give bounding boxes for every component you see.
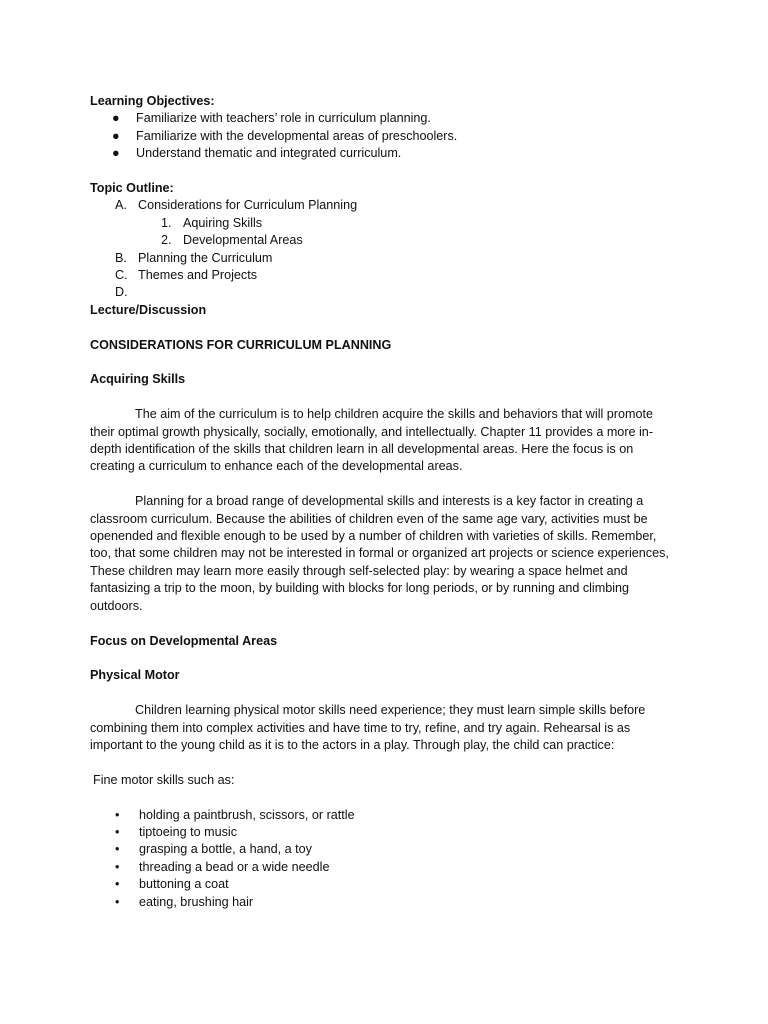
list-item: • buttoning a coat xyxy=(90,876,680,893)
fine-motor-intro: Fine motor skills such as: xyxy=(93,772,235,787)
outline-item: A. Considerations for Curriculum Planning xyxy=(115,198,358,213)
list-item: • tiptoeing to music xyxy=(90,824,680,841)
paragraph: Planning for a broad range of developmental skills and interests is a key factor in creating a classroom curriculum. Because the abilities of children even of the same age vary, activities must be openended and flexible enough to be used by a number of children with varieties of skills. Remember, too, that some children may not be interested in formal or organized art projects or science experiences, These children may learn more easily through self-selected play: by wearing a space helmet and fantasizing a trip to the moon, by building with blocks for long periods, or by running and climbing outdoors. xyxy=(90,494,669,613)
bullet-icon: ● xyxy=(112,128,120,143)
bullet-icon: • xyxy=(115,824,120,839)
bullet-icon: • xyxy=(115,877,120,892)
list-item: ● Understand thematic and integrated curriculum. xyxy=(90,145,680,162)
list-item: • threading a bead or a wide needle xyxy=(90,859,680,876)
bullet-icon: • xyxy=(115,807,120,822)
outline-subitem: 1. Aquiring Skills xyxy=(161,215,263,230)
bullet-icon: • xyxy=(115,894,120,909)
outline-item: B. Planning the Curriculum xyxy=(115,250,273,265)
document-content xyxy=(90,93,680,911)
outline-subitem: 2. Developmental Areas xyxy=(161,233,303,248)
bullet-icon: ● xyxy=(112,146,120,161)
list-item: • eating, brushing hair xyxy=(90,894,680,911)
focus-heading: Focus on Developmental Areas xyxy=(90,633,278,648)
acquiring-skills-heading: Acquiring Skills xyxy=(90,372,186,387)
bullet-icon: • xyxy=(115,842,120,857)
paragraph: Children learning physical motor skills need experience; they must learn simple skills before combining them into complex activities and have time to try, refine, and try again. Rehearsal is as important to the young child as it is to the actors in a play. Through play, the child can practice: xyxy=(90,703,646,752)
lecture-heading: Lecture/Discussion xyxy=(90,302,207,317)
section-heading: CONSIDERATIONS FOR CURRICULUM PLANNING xyxy=(90,337,392,352)
bullet-icon: ● xyxy=(112,111,120,126)
paragraph: The aim of the curriculum is to help children acquire the skills and behaviors that will promote their optimal growth physically, socially, emotionally, and intellectually. Chapter 11 provides a more in-depth identification of the skills that children learn in all developmental areas. Here the focus is on creating a curriculum to enhance each of the developmental areas. xyxy=(90,407,654,474)
physical-motor-heading: Physical Motor xyxy=(90,668,180,683)
list-item: ● Familiarize with the developmental areas of preschoolers. xyxy=(90,128,680,145)
outline-item: D. xyxy=(115,285,128,300)
fine-motor-list xyxy=(90,807,680,911)
topic-outline xyxy=(90,197,680,301)
topic-outline-heading: Topic Outline: xyxy=(90,181,174,196)
list-item: • grasping a bottle, a hand, a toy xyxy=(90,841,680,858)
bullet-icon: • xyxy=(115,859,120,874)
outline-item: C. Themes and Projects xyxy=(115,268,257,283)
learning-objectives-list xyxy=(90,110,680,162)
list-item: ● Familiarize with teachers’ role in curriculum planning. xyxy=(90,110,680,127)
list-item: • holding a paintbrush, scissors, or rattle xyxy=(90,807,680,824)
learning-objectives-heading: Learning Objectives: xyxy=(90,94,215,108)
